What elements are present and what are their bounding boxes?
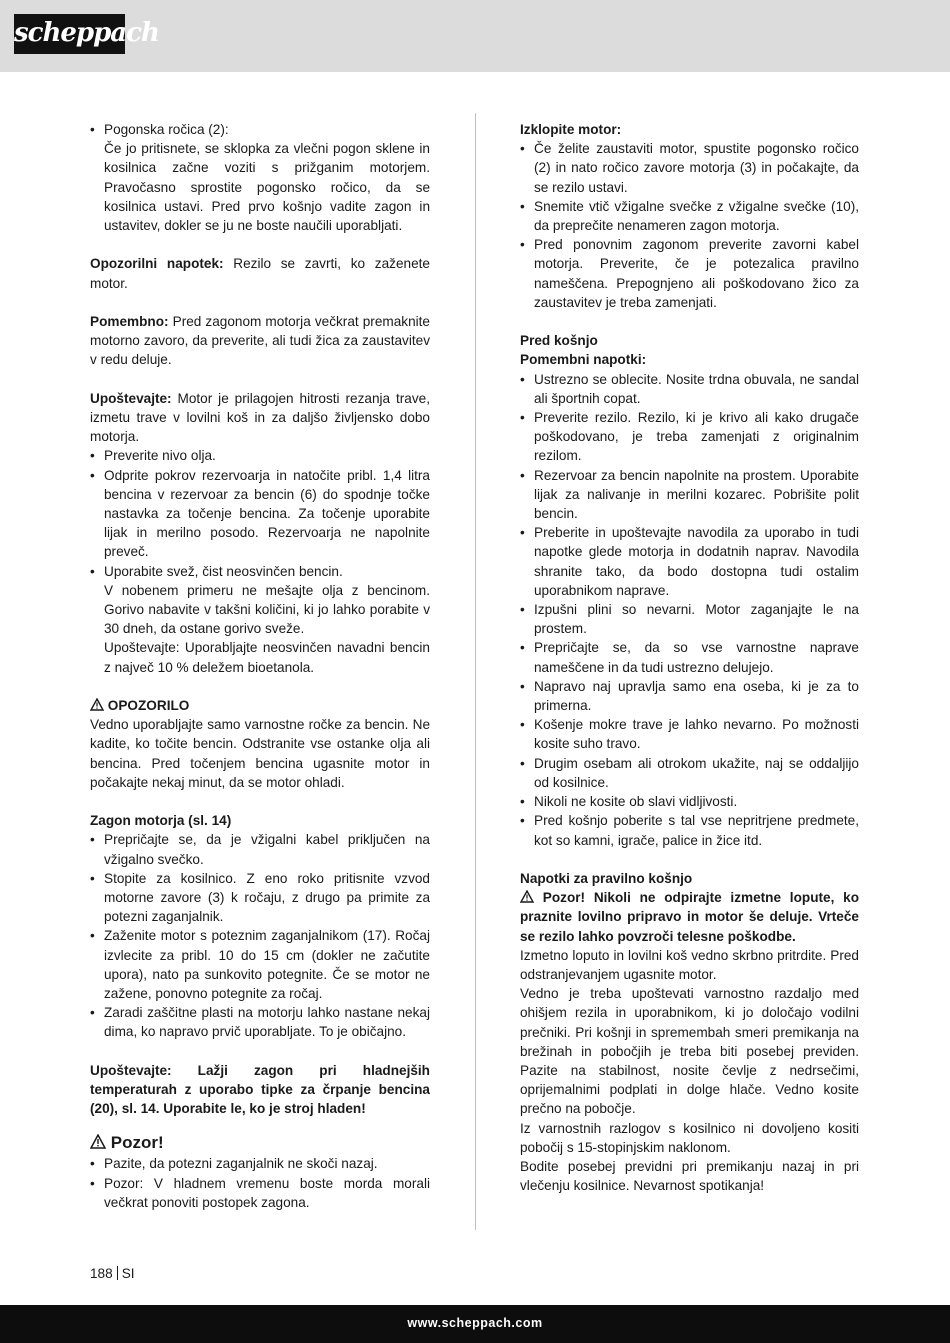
pozor-list [90,1154,430,1212]
list-item: • Pazite, da potezni zaganjalnik ne skoči nazaj. [90,1154,430,1173]
footer-url[interactable]: www.scheppach.com [407,1316,543,1330]
fuel-list [90,446,430,676]
stop-heading: Izklopite motor: [520,122,622,137]
mowing-paragraph: Izmetno loputo in lovilni koš vedno skrbno pritrdite. Pred odstranjevanjem ugasnite motor. [520,947,859,982]
list-item: • Preberite in upoštevajte navodila za uporabo in tudi napotke glede motorja in dodatnih naprav. Navodila shranite tako, da bodo dostopna tudi ostalim uporabnikom naprave. [520,523,859,600]
before-mowing-list [520,370,859,850]
list-item: • Nikoli ne kosite ob slavi vidljivosti. [520,792,859,811]
list-item: • Snemite vtič vžigalne svečke z vžigalne svečke (10), da preprečite nenameren zagon motorja. [520,197,859,235]
right-column [520,120,859,1195]
drive-lever-text: Če jo pritisnete, se sklopka za vlečni pogon sklene in kosilnica začne voziti s prižganim motorjem. Pravočasno sprostite pogonsko ročico, da se kosilnica ustavi. Pred prvo košnjo vadite zagon in ustavitev, dokler se ju ne boste naučili uporabljati. [104,141,430,234]
column-divider [475,113,476,1230]
list-item: • Zaženite motor s poteznim zaganjalnikom (17). Ročaj izvlecite za pribl. 10 do 15 cm (dokler ne začutite upora), nato pa sunkovito potegnite. Če se motor ne zažene, ponovno potegnite za ročaj. [90,926,430,1003]
list-item: • Če želite zaustaviti motor, spustite pogonsko ročico (2) in nato ročico zavore motorja (3) in počakajte, da se rezilo ustavi. [520,139,859,197]
start-heading: Zagon motorja (sl. 14) [90,813,232,829]
scheppach-logo: scheppach [14,14,125,54]
page-number: 188 SI [90,1266,135,1281]
warning-icon [520,890,534,903]
list-item: • Zaradi zaščitne plasti na motorju lahko nastane nekaj dima, ko napravo prvič uporabljate. To je običajno. [90,1003,430,1041]
warning-note: Opozorilni napotek: Rezilo se zavrti, ko zaženete motor. [90,256,430,291]
list-item: • Prepričajte se, da je vžigalni kabel priključen na vžigalno svečko. [90,830,430,868]
warning-icon [90,698,104,711]
pozor-heading: Pozor! [90,1132,430,1154]
list-item: • Izpušni plini so nevarni. Motor zaganjajte le na prostem. [520,600,859,638]
cold-start-note: Upoštevajte: Lažji zagon pri hladnejših temperaturah z uporabo tipke za črpanje bencina (20), sl. 14. Uporabite le, ko je stroj hladen! [90,1062,430,1117]
list-item: • Prepričajte se, da so vse varnostne naprave nameščene in da tudi ustrezno delujejo. [520,638,859,676]
list-item: • Preverite nivo olja. [90,446,430,465]
warning-text: Vedno uporabljajte samo varnostne ročke za bencin. Ne kadite, ko točite bencin. Odstranite vse ostanke olja ali bencina. Pred točenjem bencina ugasnite motor in počakajte nekaj minut, da se motor ohladi. [90,717,430,790]
list-item: • Rezervoar za bencin napolnite na prostem. Uporabite lijak za nalivanje in merilni kozarec. Pobrišite polit bencin. [520,466,859,524]
list-item: • Pozor: V hladnem vremenu boste morda morali večkrat ponoviti postopek zagona. [90,1174,430,1212]
list-item: • Pred košnjo poberite s tal vse nepritrjene predmete, kot so kamni, igrače, palice in žice itd. [520,811,859,849]
list-item [90,562,430,677]
important-tips-heading: Pomembni napotki: [520,352,647,368]
observe-note: Upoštevajte: Motor je prilagojen hitrosti rezanja trave, izmetu trave v lovilni koš in za daljšo življensko dobo motorja. [90,390,430,445]
mowing-paragraph: Bodite posebej previdni pri premikanju nazaj in pri vlečenju kosilnice. Nevarnost spotikanja! [520,1158,859,1194]
page-footer [0,1305,950,1343]
list-item: • Drugim osebam ali otrokom ukažite, naj se oddaljijo od kosilnice. [520,754,859,792]
mowing-warning: Pozor! Nikoli ne odpirajte izmetne lopute, ko praznite lovilno pripravo in motor še deluje. Vrteče se rezilo lahko povzroči telesne poškodbe. [520,890,859,944]
page-separator [117,1266,118,1280]
before-mowing-heading: Pred košnjo [520,333,598,349]
important-note: Pomembno: Pred zagonom motorja večkrat premaknite motorno zavoro, da preverite, ali tudi žica za zaustavitev v redu deluje. [90,314,430,368]
list-item: • Stopite za kosilnico. Z eno roko pritisnite vzvod motorne zavore (3) k ročaju, z drugo pa primite za potezni zaganjalnik. [90,869,430,927]
fuel-line: • Uporabite svež, čist neosvinčen bencin. [104,563,343,579]
drive-lever-title: • Pogonska ročica (2): [104,122,229,137]
mowing-tips-heading: Napotki za pravilno košnjo [520,870,693,886]
fuel-line: Upoštevajte: Uporabljajte neosvinčen navadni bencin z največ 10 % deležem bioetanola. [104,640,430,675]
fuel-line: V nobenem primeru ne mešajte olja z bencinom. Gorivo nabavite v takšni količini, ki jo lahko porabite v 30 dneh, da ostane gorivo sveže. [104,582,430,637]
drive-lever-list [90,120,430,235]
list-item: • Pred ponovnim zagonom preverite zavorni kabel motorja. Preverite, če je potezalica pravilno nameščena. Prepognjeno ali poškodovano žico za zaustavitev je treba zamenjati. [520,235,859,312]
warning-heading: OPOZORILO [90,696,430,715]
left-column [90,120,430,1212]
mowing-paragraph: Vedno je treba upoštevati varnostno razdaljo med ohišjem rezila in uporabnikom, ki jo določajo vodilni prečniki. Pri košnji in spremembah smeri premikanja na brežinah in pobočjih je treba biti posebej previden. Pazite na stabilnost, nosite čevlje z nedrsečimi, oprijemalnimi podplati in dolge hlače. Vedno kosite prečno na pobočje. [520,986,859,1117]
start-list [90,830,430,1041]
mowing-paragraph: Iz varnostnih razlogov s kosilnico ni dovoljeno kositi pobočij s 15-stopinjskim naklonom. [520,1120,859,1155]
list-item: • Odprite pokrov rezervoarja in natočite pribl. 1,4 litra bencina v rezervoar za bencin (6) do spodnje točke nastavka za točenje bencina. Za točenje uporabite lijak in merilno posodo. Rezervoarja ne napolnite preveč. [90,466,430,562]
list-item [90,120,430,235]
list-item: • Napravo naj upravlja samo ena oseba, ki je za to primerna. [520,677,859,715]
list-item: • Ustrezno se oblecite. Nosite trdna obuvala, ne sandal ali športnih copat. [520,370,859,408]
list-item: • Košenje mokre trave je lahko nevarno. Po možnosti kosite suho travo. [520,715,859,753]
page-header [0,0,950,72]
list-item: • Preverite rezilo. Rezilo, ki je krivo ali kako drugače poškodovano, je treba zamenjati z originalnim rezilom. [520,408,859,466]
stop-list [520,139,859,312]
warning-icon [90,1134,106,1149]
